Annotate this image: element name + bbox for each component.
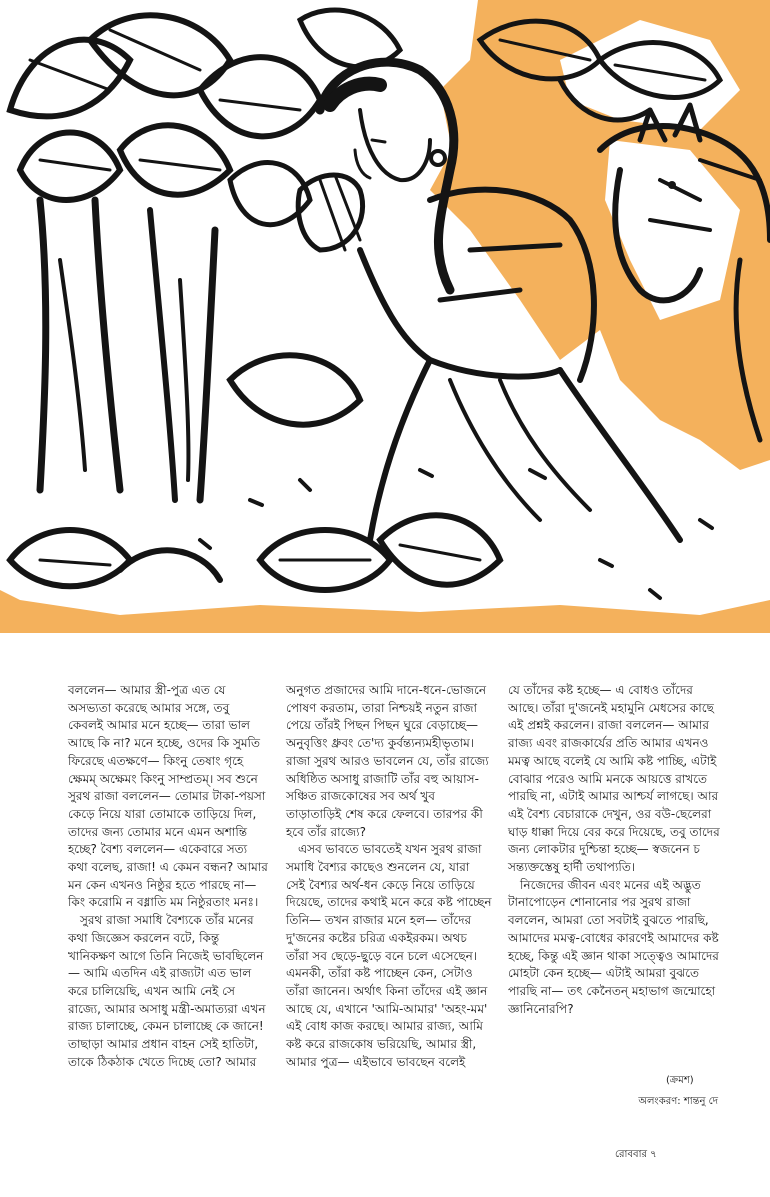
page-folio: রোববার ৭	[615, 1149, 657, 1160]
paragraph: অনুগত প্রজাদের আমি দানে-ধনে-ভোজনে পোষণ করতাম, তারা নিশ্চয়ই নতুন রাজা পেয়ে তাঁরই পিছন পিছন ঘুরে বেড়াচ্ছে— অনুবৃত্তিং ধ্রুবং তে'দ্য কুর্বন্ত্যন্যমহীভৃতাম। রাজা সুরথ আরও ভাবলেন যে, তাঁর রাজ্যে অধিষ্ঠিত অসাধু রাজাটি তাঁর বহু আয়াস-সঞ্চিত রাজকোষের সব অর্থ খুব তাড়াতাড়িই শেষ করে ফেলবে। তারপর কী হবে তাঁর রাজ্যে?	[286, 683, 489, 839]
continued-marker: (ক্রমশ)	[666, 1075, 694, 1086]
paragraph: এসব ভাবতে ভাবতেই যখন সুরথ রাজা সমাধি বৈশ্যর কাছেও শুনলেন যে, যারা সেই বৈশ্যর অর্থ-ধন কেড়ে নিয়ে তাড়িয়ে দিয়েছে, তাদের কথাই মনে করে কষ্ট পাচ্ছেন তিনি— তখন রাজার মনে হল— তাঁদের দু'জনের কষ্টের চরিত্র একইরকম। অথচ তাঁরা সব ছেড়ে-ছুড়ে বনে চলে এসেছেন। এমনকী, তাঁরা কষ্ট পাচ্ছেন কেন, সেটাও তাঁরা জানেন। অর্থাৎ কিনা তাঁদের এই জ্ঞান আছে যে, এখানে 'আমি-আমার' 'অহং-মম' এই বোধ কাজ করছে। আমার রাজ্য, আমি কষ্ট করে রাজকোষ ভরিয়েছি, আমার স্ত্রী, আমার পুত্র— এইভাবে ভাবছেন বলেই	[286, 842, 492, 1069]
text-column-2	[286, 682, 492, 1071]
paragraph: সুরথ রাজা সমাধি বৈশ্যকে তাঁর মনের কথা জিজ্ঞেস করলেন বটে, কিন্তু খানিকক্ষণ আগে তিনি নিজেই ভাবছিলেন— আমি এতদিন এই রাজ্যটা এত ভাল করে চালিয়েছি, এখন আমি নেই সে রাজ্যে, আমার অসাধু মন্ত্রী-অমাত্যরা এখন রাজ্য চালাচ্ছে, কেমন চালাচ্ছে কে জানে! তাছাড়া আমার প্রধান বাহন সেই হাতিটা, তাকে ঠিকঠাক খেতে দিচ্ছে তো? আমার	[68, 913, 266, 1069]
paragraph: নিজেদের জীবন এবং মনের এই অদ্ভুত টানাপোড়েন শোনানোর পর সুরথ রাজা বললেন, আমরা তো সবটাই বুঝতে পারছি, আমাদের মমত্ব-বোধের কারণেই আমাদের কষ্ট হচ্ছে, কিন্তু এই জ্ঞান থাকা সত্ত্বেও আমাদের মোহটা কেন হচ্ছে— এটাই আমরা বুঝতে পারছি না— তৎ কেনৈতন্ মহাভাগ জন্মোহো জ্ঞানিনোরপি?	[508, 877, 719, 1016]
paragraph: বললেন— আমার স্ত্রী-পুত্র এত যে অসভ্যতা করেছে আমার সঙ্গে, তবু কেবলই আমার মনে হচ্ছে— তারা ভাল আছে কি না? মনে হচ্ছে, ওদের কি সুমতি ফিরেছে এতক্ষণে— কিংনু তেষাং গৃহে ক্ষেমম্ অক্ষেমং কিংনু সাম্প্রতম্। সব শুনে সুরথ রাজা বললেন— তোমার টাকা-পয়সা কেড়ে নিয়ে যারা তোমাকে তাড়িয়ে দিল, তাদের জন্য তোমার মনে এমন অশান্তি হচ্ছে? বৈশ্য বললেন— একেবারে সত্য কথা বলেছ, রাজা! এ কেমন বন্ধন? আমার মন কেন এখনও নিষ্ঠুর হতে পারছে না— কিং করোমি ন বধ্নাতি মম নিষ্ঠুরতাং মনঃ।	[68, 683, 268, 910]
text-column-3	[508, 682, 722, 1018]
paragraph: যে তাঁদের কষ্ট হচ্ছে— এ বোধও তাঁদের আছে। তাঁরা দু'জনেই মহামুনি মেধসের কাছে এই প্রশ্নই করলেন। রাজা বললেন— আমার রাজ্য এবং রাজকার্যের প্রতি আমার এখনও মমত্ব আছে বলেই যে আমি কষ্ট পাচ্ছি, এটাই বোঝার পরেও আমি মনকে আয়ত্তে রাখতে পারছি না, এটাই আমার আশ্চর্য লাগছে। আর এই বৈশ্য বেচারাকে দেখুন, ওর বউ-ছেলেরা ঘাড় ধাক্কা দিয়ে বের করে দিয়েছে, তবু তাদের জন্য লোকটার দুশ্চিন্তা হচ্ছে— স্বজনেন চ সন্ত্যক্তস্তেষু হার্দী তথাপ্যতি।	[508, 683, 720, 875]
illustration-credit: অলংকরণ: শান্তনু দে	[638, 1096, 718, 1107]
text-column-1	[68, 682, 268, 1071]
